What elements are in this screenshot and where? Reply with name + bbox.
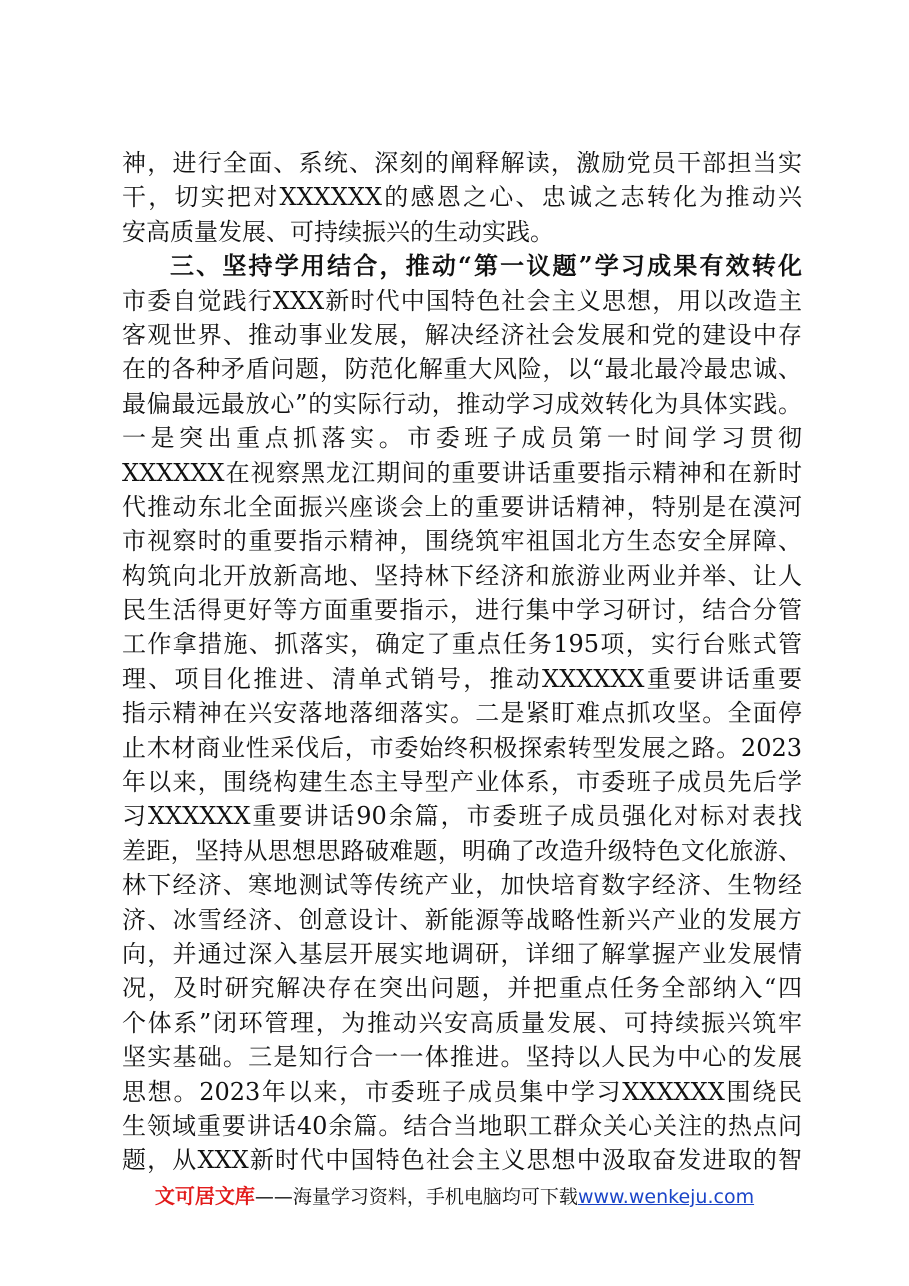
text-line-11: 代推动东北全面振兴座谈会上的重要讲话精神，特别是在漠河 (122, 492, 802, 521)
text-line-5: 市委自觉践行XXX新时代中国特色社会主义思想，用以改造主 (122, 286, 802, 315)
text-line-26: 个体系”闭环管理，为推动兴安高质量发展、可持续振兴筑牢 (122, 1008, 802, 1037)
text-line-28: 思想。2023年以来，市委班子成员集中学习XXXXXX围绕民 (122, 1077, 802, 1106)
text-line-30: 题，从XXX新时代中国特色社会主义思想中汲取奋发进取的智 (122, 1146, 802, 1175)
text-line-9: 一是突出重点抓落实。市委班子成员第一时间学习贯彻 (122, 424, 802, 453)
text-line-7: 在的各种矛盾问题，防范化解重大风险，以“最北最冷最忠诚、 (122, 355, 802, 384)
text-line-14: 民生活得更好等方面重要指示，进行集中学习研讨，结合分管 (122, 596, 802, 625)
text-line-10: XXXXXX在视察黑龙江期间的重要讲话重要指示精神和在新时 (122, 458, 802, 487)
section-heading: 三、坚持学用结合，推动“第一议题”学习成果有效转化 (170, 251, 802, 281)
footer-tagline: ——海量学习资料，手机电脑均可下载 (254, 1186, 578, 1208)
text-line-12: 市视察时的重要指示精神，围绕筑牢祖国北方生态安全屏障、 (122, 527, 802, 556)
text-line-15: 工作拿措施、抓落实，确定了重点任务195项，实行台账式管 (122, 630, 802, 659)
text-line-1: 神，进行全面、系统、深刻的阐释解读，激励党员干部担当实 (122, 149, 802, 177)
text-line-13: 构筑向北开放新高地、坚持林下经济和旅游业两业并举、让人 (122, 561, 802, 590)
text-line-18: 止木材商业性采伐后，市委始终积极探索转型发展之路。2023 (122, 733, 802, 762)
text-line-3: 安高质量发展、可持续振兴的生动实践。 (122, 217, 554, 246)
text-line-16: 理、项目化推进、清单式销号，推动XXXXXX重要讲话重要 (122, 664, 802, 693)
text-line-8: 最偏最远最放心”的实际行动，推动学习成效转化为具体实践。 (122, 389, 802, 418)
footer-url-link[interactable]: www.wenkeju.com (577, 1186, 755, 1208)
text-line-19: 年以来，围绕构建生态主导型产业体系，市委班子成员先后学 (122, 768, 802, 797)
text-line-29: 生领域重要讲话40余篇。结合当地职工群众关心关注的热点问 (122, 1111, 802, 1140)
text-line-2: 干，切实把对XXXXXX的感恩之心、忠诚之志转化为推动兴 (122, 183, 802, 212)
text-line-27: 坚实基础。三是知行合一一体推进。坚持以人民为中心的发展 (122, 1043, 802, 1072)
footer-banner (0, 1180, 909, 1209)
text-line-22: 林下经济、寒地测试等传统产业，加快培育数字经济、生物经 (122, 871, 802, 900)
text-line-24: 向，并通过深入基层开展实地调研，详细了解掌握产业发展情 (122, 939, 802, 968)
text-line-17: 指示精神在兴安落地落细落实。二是紧盯难点抓攻坚。全面停 (122, 699, 802, 728)
text-line-25: 况，及时研究解决存在突出问题，并把重点任务全部纳入“四 (122, 974, 802, 1003)
text-line-23: 济、冰雪经济、创意设计、新能源等战略性新兴产业的发展方 (122, 905, 802, 934)
text-line-20: 习XXXXXX重要讲话90余篇，市委班子成员强化对标对表找 (122, 802, 802, 831)
text-line-6: 客观世界、推动事业发展，解决经济社会发展和党的建设中存 (122, 320, 802, 349)
document-body (122, 146, 802, 1178)
text-line-21: 差距，坚持从思想思路破难题，明确了改造升级特色文化旅游、 (122, 836, 802, 865)
footer-brand: 文可居文库 (154, 1184, 255, 1208)
